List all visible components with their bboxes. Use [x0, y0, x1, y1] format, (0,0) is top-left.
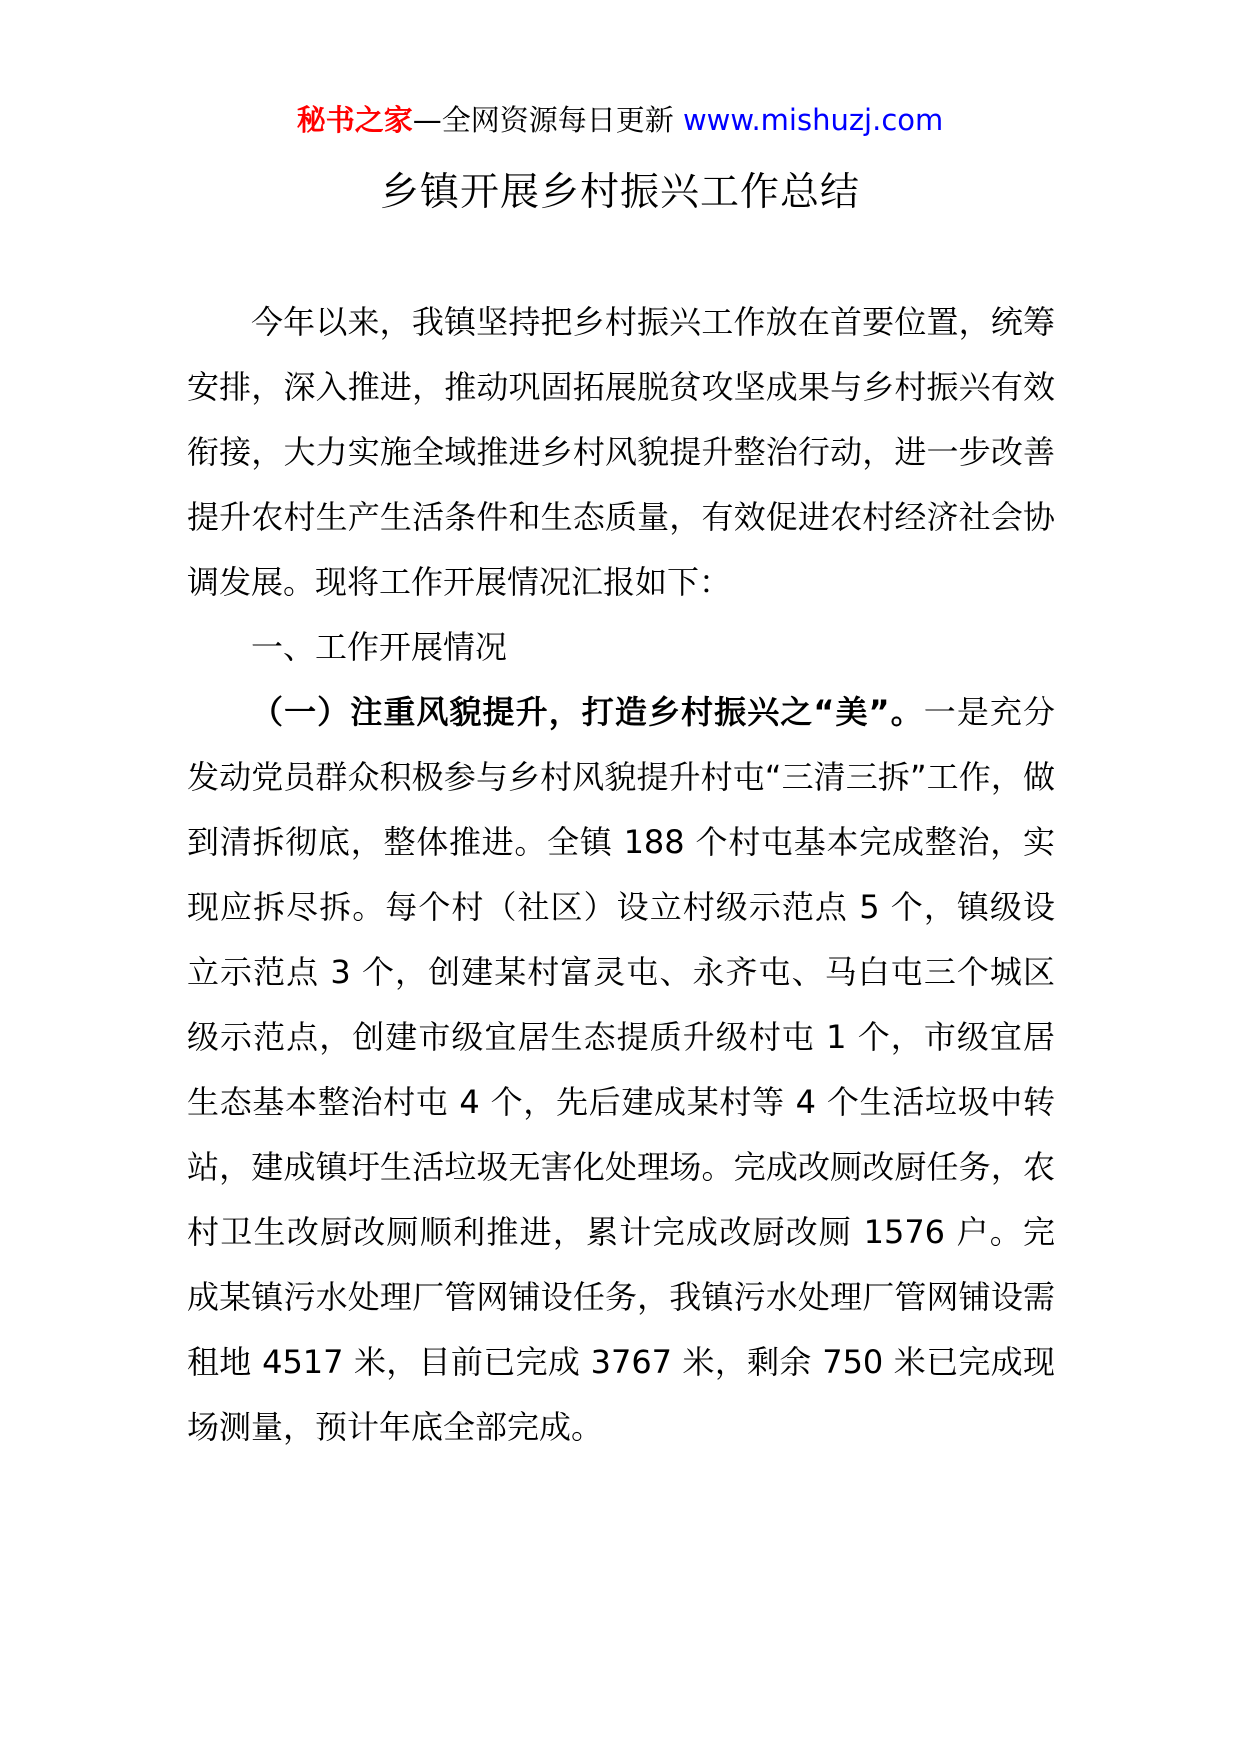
item-paragraph — [187, 680, 1055, 1460]
site-url-link[interactable]: www.mishuzj.com — [682, 103, 944, 137]
document-body — [187, 290, 1055, 1460]
item-body-text: 一是充分发动党员群众积极参与乡村风貌提升村屯“三清三拆”工作，做到清拆彻底，整体推进。全镇 188 个村屯基本完成整治，实现应拆尽拆。每个村（社区）设立村级示范点 5 个，镇级设立示范点 3 个，创建某村富灵屯、永齐屯、马白屯三个城区级示范点，创建市级宜居生态提质升级村屯 1 个，市级宜居生态基本整治村屯 4 个，先后建成某村等 4 个生活垃圾中转站，建成镇圩生活垃圾无害化处理场。完成改厕改厨任务，农村卫生改厨改厕顺利推进，累计完成改厨改厕 1576 户。完成某镇污水处理厂管网铺设任务，我镇污水处理厂管网铺设需租地 4517 米，目前已完成 3767 米，剩余 750 米已完成现场测量，预计年底全部完成。 — [187, 693, 1055, 1446]
intro-paragraph: 今年以来，我镇坚持把乡村振兴工作放在首要位置，统筹安排，深入推进，推动巩固拓展脱贫攻坚成果与乡村振兴有效衔接，大力实施全域推进乡村风貌提升整治行动，进一步改善提升农村生产生活条件和生态质量，有效促进农村经济社会协调发展。现将工作开展情况汇报如下： — [187, 303, 1055, 601]
item-lead-heading: （一）注重风貌提升，打造乡村振兴之“美”。 — [251, 693, 924, 731]
site-header — [0, 100, 1240, 140]
brand-name: 秘书之家 — [296, 103, 413, 137]
section-heading: 一、工作开展情况 — [251, 628, 508, 666]
document-title: 乡镇开展乡村振兴工作总结 — [379, 170, 860, 215]
header-tagline: —全网资源每日更新 — [412, 103, 674, 137]
